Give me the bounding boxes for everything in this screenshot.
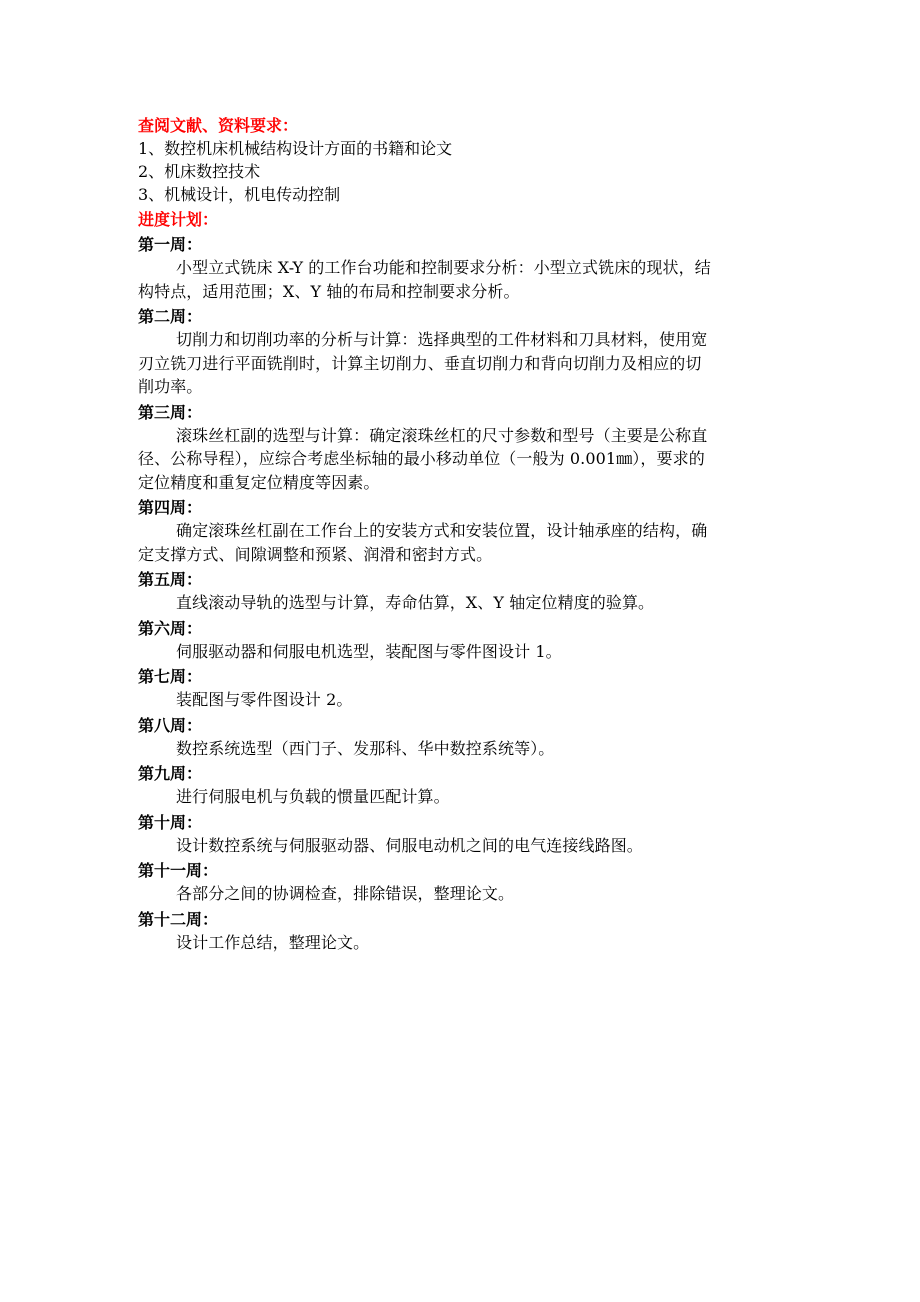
week-title: 第五周： (138, 570, 203, 589)
week-description-line: 构特点，适用范围；X、Y 轴的布局和控制要求分析。 (138, 281, 520, 301)
week-description-line: 设计工作总结，整理论文。 (176, 932, 370, 952)
week-description-line: 数控系统选型（西门子、发那科、华中数控系统等）。 (176, 738, 555, 758)
schedule-heading: 进度计划： (138, 210, 219, 229)
week-description-line: 径、公称导程），应综合考虑坐标轴的最小移动单位（一般为 0.001㎜），要求的 (138, 449, 705, 468)
week-title: 第三周： (138, 402, 203, 422)
week-description (138, 640, 786, 664)
week-title: 第九周： (138, 764, 203, 783)
week-description-line: 定支撑方式、间隙调整和预紧、润滑和密封方式。 (138, 544, 493, 564)
week-description (138, 834, 786, 858)
week-description-line: 进行伺服电机与负载的惯量匹配计算。 (176, 787, 450, 806)
week-title: 第二周： (138, 307, 203, 326)
week-description-line: 直线滚动导轨的选型与计算，寿命估算，X、Y 轴定位精度的验算。 (176, 593, 655, 612)
week-title: 第十二周： (138, 909, 219, 929)
week-description (138, 519, 786, 566)
week-description (138, 688, 786, 712)
week-description-line: 装配图与零件图设计 2。 (176, 690, 353, 709)
reference-item-3: 3、机械设计，机电传动控制 (138, 185, 341, 204)
week-description (138, 591, 786, 615)
references-heading: 查阅文献、资料要求： (138, 116, 299, 135)
week-description-line: 小型立式铣床 X-Y 的工作台功能和控制要求分析：小型立式铣床的现状，结 (176, 258, 711, 277)
week-description-line: 滚珠丝杠副的选型与计算：确定滚珠丝杠的尺寸参数和型号（主要是公称直 (176, 425, 708, 445)
week-description-line: 各部分之间的协调检查，排除错误，整理论文。 (176, 884, 515, 903)
reference-item-2: 2、机床数控技术 (138, 162, 261, 181)
week-title: 第十一周： (138, 861, 219, 880)
reference-item-1: 1、数控机床机械结构设计方面的书籍和论文 (138, 139, 453, 158)
week-description-line: 切削力和切削功率的分析与计算：选择典型的工件材料和刀具材料，使用宽 (176, 330, 708, 349)
week-title: 第十周： (138, 812, 203, 832)
week-title: 第一周： (138, 235, 203, 254)
week-description-line: 伺服驱动器和伺服电机选型，装配图与零件图设计 1。 (176, 641, 562, 661)
week-title: 第八周： (138, 715, 203, 735)
week-description (138, 424, 786, 495)
week-description-line: 设计数控系统与伺服驱动器、伺服电动机之间的电气连接线路图。 (176, 835, 643, 855)
week-description-line: 刃立铣刀进行平面铣削时，计算主切削力、垂直切削力和背向切削力及相应的切 (138, 353, 702, 373)
week-description (138, 882, 786, 906)
week-description (138, 737, 786, 761)
week-title: 第七周： (138, 667, 203, 686)
week-description-line: 定位精度和重复定位精度等因素。 (138, 472, 380, 492)
document-page (138, 112, 786, 954)
week-description (138, 328, 786, 399)
schedule-weeks (138, 233, 786, 954)
week-description (138, 785, 786, 809)
week-title: 第四周： (138, 498, 203, 517)
week-description (138, 931, 786, 955)
week-description (138, 256, 786, 303)
week-title: 第六周： (138, 618, 203, 638)
week-description-line: 确定滚珠丝杠副在工作台上的安装方式和安装位置，设计轴承座的结构，确 (176, 521, 708, 540)
week-description-line: 削功率。 (138, 377, 203, 396)
